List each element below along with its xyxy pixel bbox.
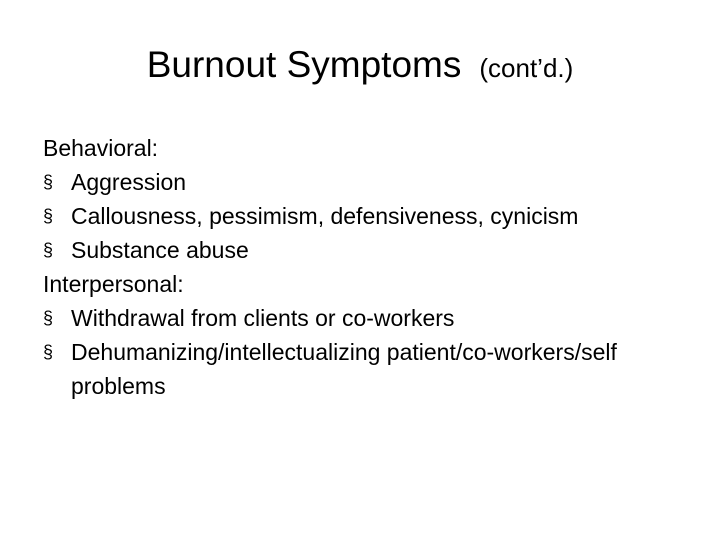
section-heading-behavioral: Behavioral: <box>43 135 159 161</box>
bullet-text: Substance abuse <box>71 237 249 263</box>
section-heading-interpersonal: Interpersonal: <box>43 271 184 297</box>
slide-title <box>0 44 720 86</box>
bullet-item <box>43 301 683 335</box>
bullet-text: Dehumanizing/intellectualizing patient/co-workers/self problems <box>71 339 617 399</box>
bullet-marker: § <box>43 308 54 328</box>
bullet-item <box>43 199 683 233</box>
bullet-text: Aggression <box>71 169 187 195</box>
title-text: Burnout Symptoms <box>146 44 462 85</box>
bullet-item <box>43 165 683 199</box>
bullet-text: Callousness, pessimism, defensiveness, cynicism <box>71 203 579 229</box>
bullet-marker: § <box>43 206 54 226</box>
bullet-text: Withdrawal from clients or co-workers <box>71 305 455 331</box>
title-suffix: (cont’d.) <box>479 53 574 83</box>
bullet-marker: § <box>43 342 54 362</box>
bullet-marker: § <box>43 172 54 192</box>
bullet-item <box>43 233 683 267</box>
slide-body <box>43 131 683 403</box>
bullet-marker: § <box>43 240 54 260</box>
bullet-item <box>43 335 683 403</box>
